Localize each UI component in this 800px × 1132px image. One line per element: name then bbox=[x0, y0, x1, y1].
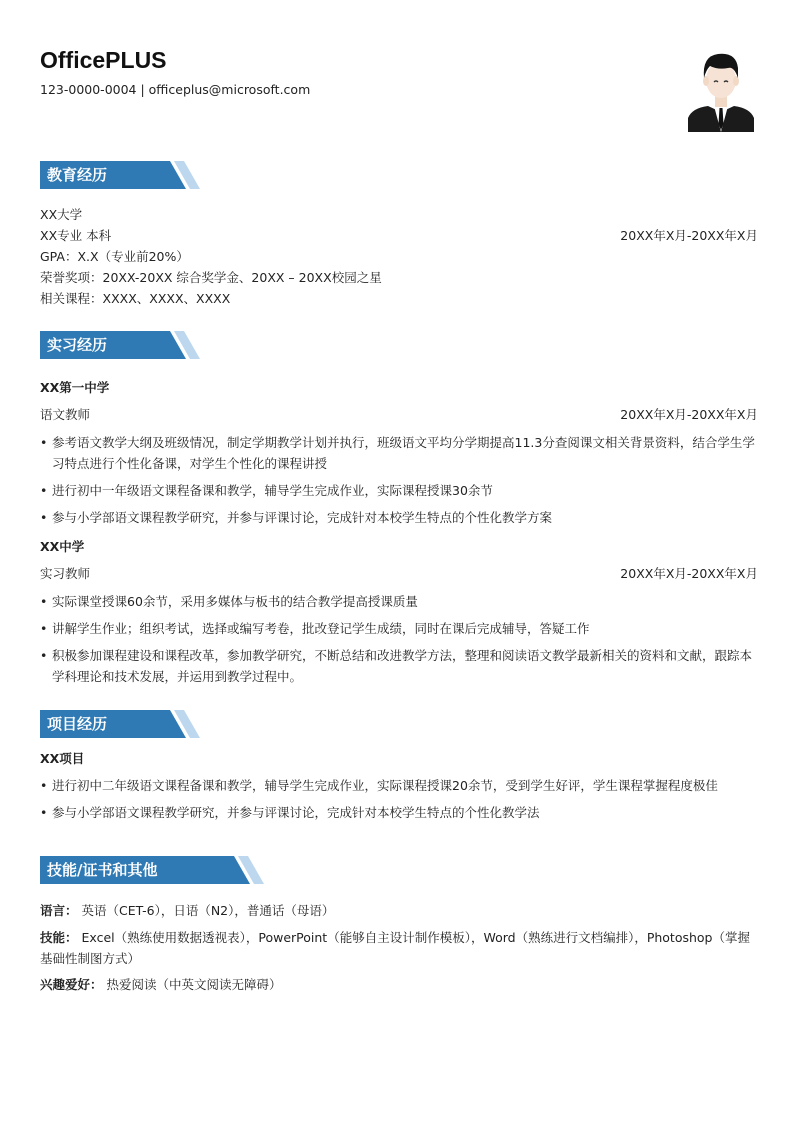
male-avatar-icon bbox=[688, 46, 754, 132]
skill-value: Excel（熟练使用数据透视表），PowerPoint（能够自主设计制作模板），Word（熟练进行文档编排），Photoshop（掌握基础性制图方式） bbox=[40, 930, 750, 966]
job-date: 20XX年X月-20XX年X月 bbox=[620, 407, 758, 422]
section-header-decoration bbox=[204, 856, 264, 884]
skill-label: 技能： bbox=[40, 930, 78, 945]
bullet-text: 参考语文教学大纲及班级情况，制定学期教学计划并执行，班级语文平均分学期提高11.3分查阅课文相关背景资料，结合学生学习特点进行个性化备课，对学生个性化的课程讲授 bbox=[52, 435, 755, 471]
list-item bbox=[40, 645, 758, 687]
list-item bbox=[40, 775, 758, 796]
job-role: 语文教师 bbox=[40, 407, 91, 422]
bullet-icon: • bbox=[40, 510, 48, 525]
section-header-decoration bbox=[140, 331, 200, 359]
job-org: XX第一中学 bbox=[40, 380, 110, 395]
section-title-project: 项目经历 bbox=[40, 710, 148, 738]
job-role-row bbox=[40, 565, 758, 582]
skills-language bbox=[40, 900, 758, 921]
candidate-name: OfficePLUS bbox=[40, 47, 167, 73]
section-title-internship: 实习经历 bbox=[40, 331, 148, 359]
education-school: XX大学 bbox=[40, 207, 83, 222]
bullet-text: 实际课堂授课60余节，采用多媒体与板书的结合教学提高授课质量 bbox=[52, 594, 418, 609]
education-date: 20XX年X月-20XX年X月 bbox=[620, 228, 758, 243]
list-item bbox=[40, 591, 758, 612]
job-role: 实习教师 bbox=[40, 566, 91, 581]
list-item bbox=[40, 480, 758, 501]
project-name: XX项目 bbox=[40, 751, 85, 766]
job-date: 20XX年X月-20XX年X月 bbox=[620, 566, 758, 581]
bullet-icon: • bbox=[40, 648, 48, 663]
bullet-text: 讲解学生作业；组织考试，选择或编写考卷，批改登记学生成绩，同时在课后完成辅导，答疑工作 bbox=[52, 621, 590, 636]
list-item bbox=[40, 802, 758, 823]
education-honors: 荣誉奖项：20XX-20XX 综合奖学金、20XX – 20XX校园之星 bbox=[40, 270, 382, 285]
list-item bbox=[40, 432, 758, 474]
bullet-text: 参与小学部语文课程教学研究，并参与评课讨论，完成针对本校学生特点的个性化教学法 bbox=[52, 805, 540, 820]
list-item bbox=[40, 618, 758, 639]
bullet-text: 进行初中一年级语文课程备课和教学，辅导学生完成作业，实际课程授课30余节 bbox=[52, 483, 493, 498]
section-title-education: 教育经历 bbox=[40, 161, 148, 189]
education-major-row bbox=[40, 227, 758, 244]
contact-info: 123-0000-0004 | officeplus@microsoft.com bbox=[40, 82, 311, 97]
bullet-icon: • bbox=[40, 435, 48, 450]
section-header-decoration bbox=[140, 710, 200, 738]
bullet-icon: • bbox=[40, 483, 48, 498]
bullet-text: 积极参加课程建设和课程改革，参加教学研究，不断总结和改进教学方法，整理和阅读语文教学最新相关的资料和文献，跟踪本学科理论和技术发展，并运用到教学过程中。 bbox=[52, 648, 753, 684]
bullet-icon: • bbox=[40, 805, 48, 820]
bullet-icon: • bbox=[40, 778, 48, 793]
section-title-skills: 技能/证书和其他 bbox=[40, 856, 212, 884]
list-item bbox=[40, 507, 758, 528]
hobby-value: 热爱阅读（中英文阅读无障碍） bbox=[106, 977, 282, 992]
skills-hobby bbox=[40, 974, 758, 995]
skills-technical bbox=[40, 927, 758, 969]
bullet-icon: • bbox=[40, 594, 48, 609]
education-gpa: GPA：X.X（专业前20%） bbox=[40, 249, 189, 264]
bullet-text: 进行初中二年级语文课程备课和教学，辅导学生完成作业，实际课程授课20余节，受到学生好评，学生课程掌握程度极佳 bbox=[52, 778, 718, 793]
bullet-icon: • bbox=[40, 621, 48, 636]
job-role-row bbox=[40, 406, 758, 423]
bullet-text: 参与小学部语文课程教学研究，并参与评课讨论，完成针对本校学生特点的个性化教学方案 bbox=[52, 510, 553, 525]
language-value: 英语（CET-6），日语（N2），普通话（母语） bbox=[81, 903, 335, 918]
resume-header bbox=[40, 44, 640, 97]
language-label: 语言： bbox=[40, 903, 78, 918]
education-courses: 相关课程：XXXX、XXXX、XXXX bbox=[40, 291, 231, 306]
hobby-label: 兴趣爱好： bbox=[40, 977, 103, 992]
section-header-decoration bbox=[140, 161, 200, 189]
education-major: XX专业 本科 bbox=[40, 228, 112, 243]
job-org: XX中学 bbox=[40, 539, 85, 554]
